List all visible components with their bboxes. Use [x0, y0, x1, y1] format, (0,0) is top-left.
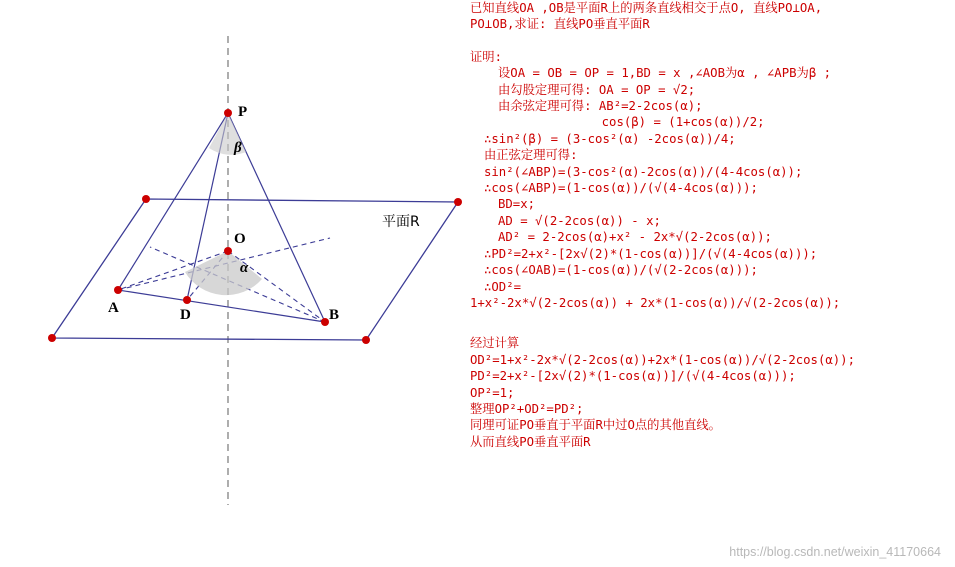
point-d — [183, 296, 191, 304]
spacer-3 — [470, 327, 955, 335]
proof-body-line: ∴OD²= — [484, 279, 522, 294]
geometry-figure-svg — [0, 0, 470, 567]
label-point-b: B — [329, 307, 340, 323]
label-point-o: O — [234, 231, 246, 247]
point-p — [224, 109, 232, 117]
proof-body-line: ∴PD²=2+x²-[2x√(2)*(1-cos(α))]/(√(4-4cos(α))); — [484, 246, 818, 261]
label-angle-beta: β — [234, 140, 242, 156]
spacer-2 — [470, 311, 955, 327]
point-o — [224, 247, 232, 255]
point-a — [114, 286, 122, 294]
proof-body-line: ∴cos(∠ABP)=(1-cos(α))/(√(4-4cos(α))); — [484, 181, 758, 196]
proof-body-line: sin²(∠ABP)=(3-cos²(α)-2cos(α))/(4-4cos(α)); — [484, 164, 803, 179]
proof-body-line: 由正弦定理可得: — [484, 148, 578, 163]
proof-body-line: AD² = 2-2cos(α)+x² - 2x*√(2-2cos(α)); — [498, 230, 772, 245]
proof-body — [470, 65, 955, 311]
conclusion-line: PD²=2+x²-[2x√(2)*(1-cos(α))]/(√(4-4cos(α))); — [470, 369, 796, 384]
proof-body-line: 1+x²-2x*√(2-2cos(α)) + 2x*(1-cos(α))/√(2-2cos(α)); — [470, 295, 841, 310]
proof-conclusion — [470, 335, 955, 450]
conclusion-line: 经过计算 — [470, 336, 520, 351]
point-plane-right-front — [362, 336, 370, 344]
conclusion-line: OD²=1+x²-2x*√(2-2cos(α))+2x*(1-cos(α))/√(2-2cos(α)); — [470, 352, 855, 367]
conclusion-line: 从而直线PO垂直平面R — [470, 434, 591, 449]
proof-text-panel — [470, 0, 955, 567]
conclusion-line: OP²=1; — [470, 385, 515, 400]
point-plane-left-front — [48, 334, 56, 342]
conclusion-line: 同理可证PO垂直于平面R中过O点的其他直线。 — [470, 418, 721, 433]
proof-heading: 证明: — [470, 49, 502, 64]
label-angle-alpha: α — [240, 260, 249, 276]
proof-body-line: BD=x; — [498, 197, 536, 212]
point-b — [321, 318, 329, 326]
proof-body-line: cos(β) = (1+cos(α))/2; — [498, 115, 765, 130]
label-plane-r: 平面R — [382, 214, 420, 230]
conclusion-line: 整理OP²+OD²=PD²; — [470, 401, 584, 416]
spacer-1 — [470, 33, 955, 49]
label-point-p: P — [238, 104, 248, 120]
statement-line-1: 已知直线OA ,OB是平面R上的两条直线相交于点O, 直线PO⊥OA, — [470, 1, 823, 15]
statement-line-2: PO⊥OB,求证: 直线PO垂直平面R — [470, 17, 650, 32]
label-point-d: D — [180, 307, 191, 323]
proof-body-line: 设OA = OB = OP = 1,BD = x ,∠AOB为α , ∠APB为β ; — [498, 66, 832, 81]
proof-body-line: AD = √(2-2cos(α)) - x; — [498, 213, 661, 228]
proof-body-line: ∴sin²(β) = (3-cos²(α) -2cos(α))/4; — [484, 131, 736, 146]
point-plane-left-back — [142, 195, 150, 203]
proof-body-line: ∴cos(∠OAB)=(1-cos(α))/(√(2-2cos(α))); — [484, 263, 758, 278]
geometry-figure-panel — [0, 0, 470, 567]
label-point-a: A — [108, 300, 119, 316]
proof-statement — [470, 0, 955, 33]
watermark-text: https://blog.csdn.net/weixin_41170664 — [729, 545, 941, 559]
proof-body-line: 由余弦定理可得: AB²=2-2cos(α); — [498, 99, 703, 114]
proof-body-line: 由勾股定理可得: OA = OP = √2; — [498, 82, 696, 97]
point-plane-right-back — [454, 198, 462, 206]
